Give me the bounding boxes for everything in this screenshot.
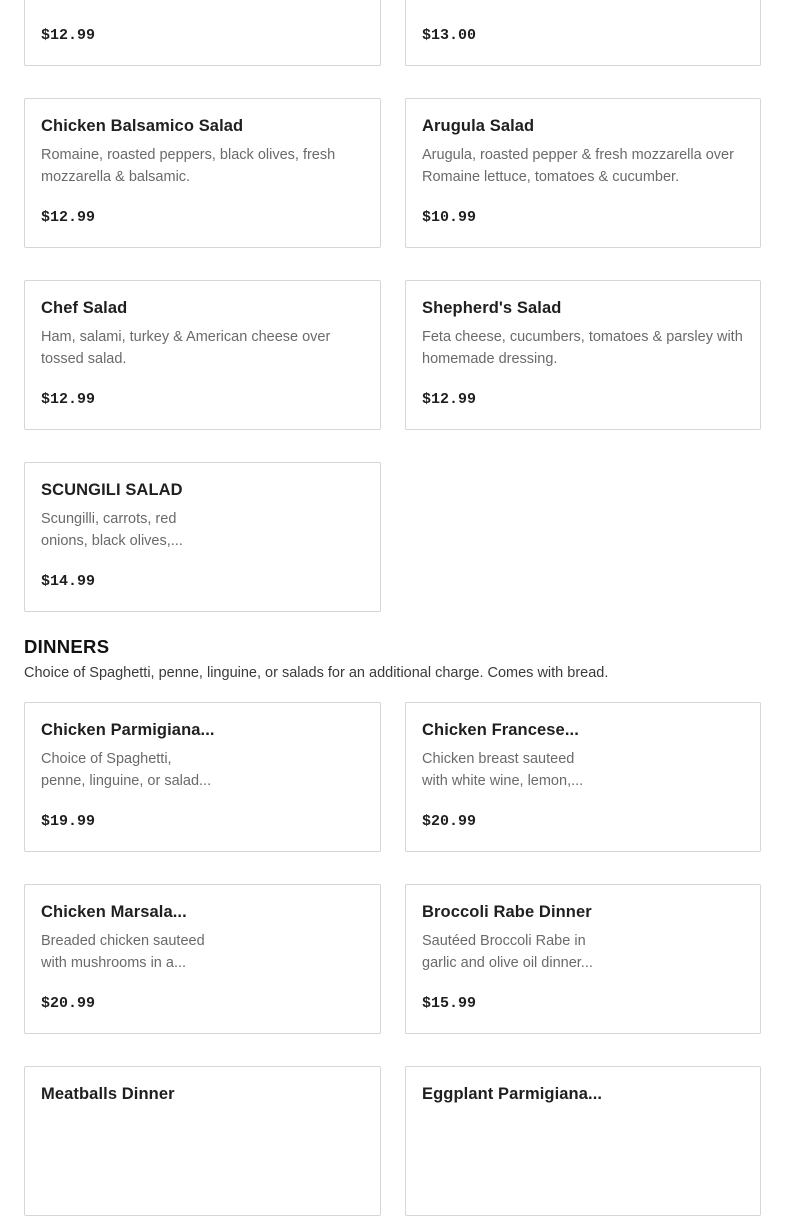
- menu-item-card[interactable]: [24, 884, 381, 1034]
- menu-item-price: $14.99: [41, 573, 96, 590]
- menu-item-price: $12.99: [41, 27, 96, 44]
- menu-item-description: Scungilli, carrots, red onions, black olives,...: [41, 511, 183, 549]
- menu-item-card[interactable]: [24, 1066, 381, 1216]
- menu-item-price: $19.99: [41, 813, 96, 830]
- menu-item-price: $10.99: [422, 209, 477, 226]
- menu-item-name: Chicken Balsamico Salad: [41, 117, 244, 135]
- menu-item-price: $12.99: [41, 209, 96, 226]
- menu-item-name: SCUNGILI SALAD: [41, 481, 183, 499]
- menu-item-card[interactable]: [405, 1066, 761, 1216]
- menu-item-card[interactable]: [24, 0, 381, 66]
- menu-item-description: Romaine, roasted peppers, black olives, fresh mozzarella & balsamic.: [41, 147, 336, 185]
- menu-item-card[interactable]: [24, 280, 381, 430]
- menu-item-price: $20.99: [41, 995, 96, 1012]
- menu-item-card[interactable]: [405, 98, 761, 248]
- menu-item-name: Broccoli Rabe Dinner: [422, 903, 592, 921]
- menu-item-card[interactable]: [405, 280, 761, 430]
- menu-item-card[interactable]: [405, 0, 761, 66]
- menu-item-card[interactable]: [24, 702, 381, 852]
- menu-item-description: Choice of Spaghetti, penne, linguine, or salad...: [41, 751, 212, 789]
- menu-item-name: Eggplant Parmigiana...: [422, 1085, 603, 1103]
- menu-item-name: Chicken Marsala...: [41, 903, 187, 921]
- menu-item-price: $20.99: [422, 813, 477, 830]
- menu-item-name: Meatballs Dinner: [41, 1085, 175, 1103]
- menu-item-price: $12.99: [41, 391, 96, 408]
- menu-item-description: Chicken breast sauteed with white wine, lemon,...: [422, 751, 584, 789]
- section-description: Choice of Spaghetti, penne, linguine, or salads for an additional charge. Comes with bread.: [24, 665, 609, 681]
- menu-item-price: $12.99: [422, 391, 477, 408]
- menu-item-name: Arugula Salad: [422, 117, 535, 135]
- menu-item-name: Chicken Parmigiana...: [41, 721, 215, 739]
- menu-item-name: Shepherd's Salad: [422, 299, 562, 317]
- menu-item-name: Chicken Francese...: [422, 721, 579, 739]
- menu-item-name: Chef Salad: [41, 299, 128, 317]
- menu-item-card[interactable]: [24, 462, 381, 612]
- section-title: DINNERS: [24, 636, 110, 657]
- menu-item-price: $15.99: [422, 995, 477, 1012]
- menu-item-description: Ham, salami, turkey & American cheese over tossed salad.: [41, 329, 331, 367]
- menu-item-card[interactable]: [24, 98, 381, 248]
- menu-item-description: Feta cheese, cucumbers, tomatoes & parsley with homemade dressing.: [422, 329, 743, 367]
- menu-item-card[interactable]: [405, 884, 761, 1034]
- menu-item-description: Arugula, roasted pepper & fresh mozzarella over Romaine lettuce, tomatoes & cucumber.: [422, 147, 734, 185]
- menu-item-price: $13.00: [422, 27, 477, 44]
- menu-item-description: Sautéed Broccoli Rabe in garlic and olive oil dinner...: [422, 933, 593, 971]
- menu-item-description: Breaded chicken sauteed with mushrooms in a...: [41, 933, 205, 971]
- menu-item-card[interactable]: [405, 702, 761, 852]
